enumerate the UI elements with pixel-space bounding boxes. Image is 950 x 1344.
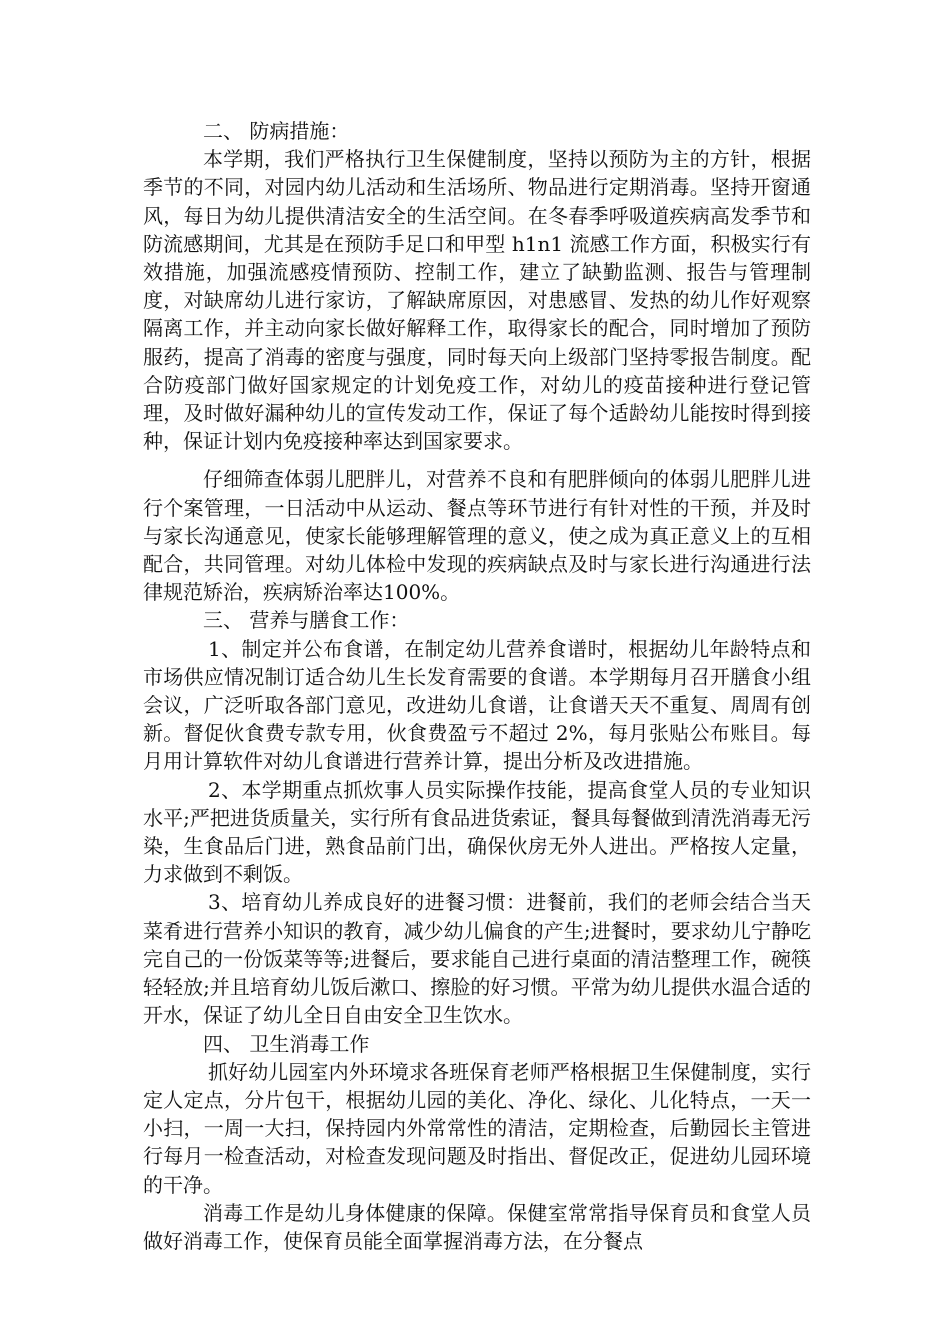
section-heading-disease-prevention: 二、 防病措施： (203, 119, 350, 143)
document-body (143, 117, 811, 1255)
paragraph-disinfection: 消毒工作是幼儿身体健康的保障。保健室常常指导保育员和食堂人员做好消毒工作，使保育员能全面掌握消毒方法，在分餐点 (143, 1200, 811, 1253)
paragraph-disease-prevention: 本学期，我们严格执行卫生保健制度，坚持以预防为主的方针，根据季节的不同，对园内幼儿活动和生活场所、物品进行定期消毒。坚持开窗通风，每日为幼儿提供清洁安全的生活空间。在冬春季呼吸道疾病高发季节和防流感期间，尤其是在预防手足口和甲型 h1n1 流感工作方面，积极实行有效措施，加强流感疫情预防、控制工作，建立了缺勤监测、报告与管理制度，对缺席幼儿进行家访，了解缺席原因，对患感冒、发热的幼儿作好观察隔离工作，并主动向家长做好解释工作，取得家长的配合，同时增加了预防服药，提高了消毒的密度与强度，同时每天向上级部门坚持零报告制度。配合防疫部门做好国家规定的计划免疫工作，对幼儿的疫苗接种进行登记管理，及时做好漏种幼儿的宣传发动工作，保证了每个适龄幼儿能按时得到接种，保证计划内免疫接种率达到国家要求。 (143, 147, 811, 454)
section-heading-hygiene-disinfection: 四、 卫生消毒工作 (203, 1031, 370, 1056)
paragraph-nutrition-item-1: 1、制定并公布食谱，在制定幼儿营养食谱时，根据幼儿年龄特点和市场供应情况制订适合幼儿生长发育需要的食谱。本学期每月召开膳食小组会议，广泛听取各部门意见，改进幼儿食谱，让食谱天天不重复、周周有创新。督促伙食费专款专用，伙食费盈亏不超过 2%，每月张贴公布账目。每月用计算软件对幼儿食谱进行营养计算，提出分析及改进措施。 (143, 636, 811, 774)
paragraph-weak-obese-children: 仔细筛查体弱儿肥胖儿，对营养不良和有肥胖倾向的体弱儿肥胖儿进行个案管理，一日活动中从运动、餐点等环节进行有针对性的干预，并及时与家长沟通意见，使家长能够理解管理的意义，使之成为真正意义上的互相配合，共同管理。对幼儿体检中发现的疾病缺点及时与家长进行沟通进行法律规范矫治，疾病矫治率达100%。 (143, 467, 811, 605)
paragraph-environment-hygiene: 抓好幼儿园室内外环境求各班保育老师严格根据卫生保健制度，实行定人定点，分片包干，根据幼儿园的美化、净化、绿化、儿化特点，一天一小扫，一周一大扫，保持园内外常常性的清洁，定期检查，后勤园长主管进行每月一检查活动，对检查发现问题及时指出、督促改正，促进幼儿园环境的干净。 (143, 1059, 811, 1197)
paragraph-nutrition-item-2: 2、本学期重点抓炊事人员实际操作技能，提高食堂人员的专业知识水平;严把进货质量关，实行所有食品进货索证，餐具每餐做到清洗消毒无污染，生食品后门进，熟食品前门出，确保伙房无外人进出。严格按人定量，力求做到不剩饭。 (143, 777, 811, 887)
paragraph-nutrition-item-3: 3、培育幼儿养成良好的进餐习惯：进餐前，我们的老师会结合当天菜肴进行营养小知识的教育，减少幼儿偏食的产生;进餐时，要求幼儿宁静吃完自己的一份饭菜等等;进餐后，要求能自己进行桌面的清洁整理工作，碗筷轻轻放;并且培育幼儿饭后漱口、擦脸的好习惯。平常为幼儿提供水温合适的开水，保证了幼儿全日自由安全卫生饮水。 (143, 890, 811, 1028)
section-heading-nutrition: 三、 营养与膳食工作： (203, 608, 410, 633)
